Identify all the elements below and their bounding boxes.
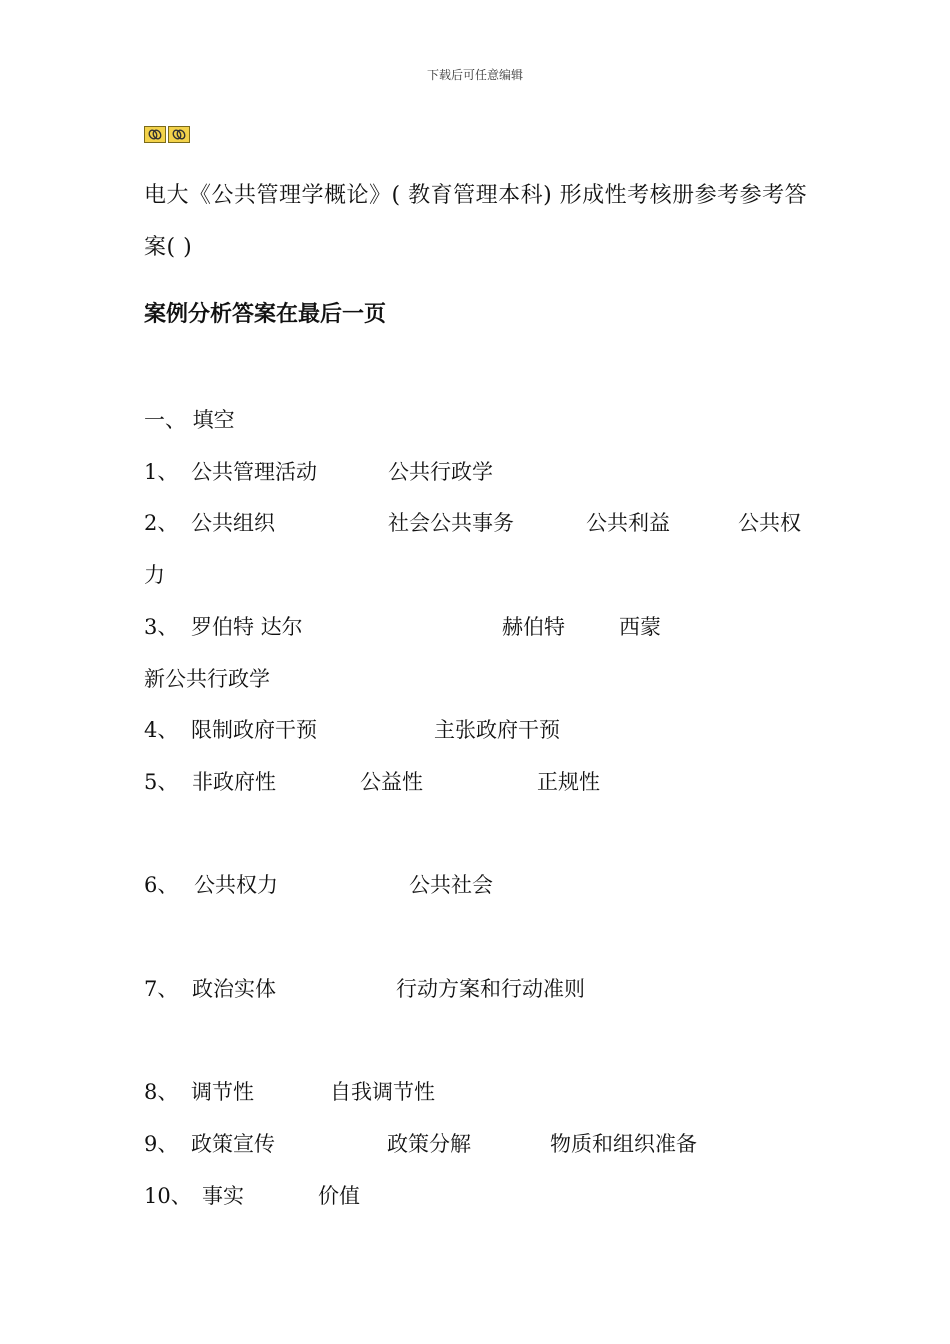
item-number: 7、 (144, 977, 179, 1001)
item-number: 9、 (144, 1132, 179, 1156)
answer: 公共管理活动 (191, 460, 317, 484)
document-page: 下载后可任意编辑 电大《公共管理学概论》( 教育管理本科) 形成性考核册参考参考答案( ) 案例分析答案在最后一页 一、 填空 1、 公共管理活动 公共行政学 2、 公共组织 社会公共事务 公共利益 公共权 力 3、 罗伯特 达尔 赫伯特 西蒙 新公共行政学 4、 限制政府干预 主张政府干预 5、 非政府性 公益性 正规性 6、 公共权力 公共社会 7、 政治实体 行动方案和行动准则 8、 调节性 自我调节性 9、 政策宣传 政策分解 物质和组织准备 10、 事实 价值 (0, 0, 950, 1344)
answer: 非政府性 (192, 770, 276, 794)
item-number: 8、 (144, 1080, 179, 1104)
item-number: 6、 (144, 873, 179, 897)
answer: 调节性 (191, 1080, 254, 1104)
answer: 事实 (202, 1184, 244, 1208)
answer: 政治实体 (192, 977, 276, 1001)
answer: 公共权力 (194, 873, 278, 897)
header-note: 下载后可任意编辑 (426, 68, 523, 82)
document-title: 电大《公共管理学概论》( 教育管理本科) 形成性考核册参考参考答案( ) (144, 183, 808, 260)
answer: 公共行政学 (388, 460, 493, 484)
answer: 正规性 (537, 770, 600, 794)
answer: 主张政府干预 (434, 718, 560, 742)
answer: 公共组织 (191, 511, 275, 535)
item-number: 10、 (144, 1184, 192, 1208)
logo-icons (144, 126, 190, 143)
answer: 社会公共事务 (388, 511, 514, 535)
answer: 政策分解 (387, 1132, 471, 1156)
link-icon (144, 126, 166, 143)
item-number: 1、 (144, 460, 179, 484)
document-subtitle: 案例分析答案在最后一页 (144, 302, 387, 327)
answer: 赫伯特 (502, 615, 565, 639)
answer: 罗伯特 达尔 (191, 615, 303, 639)
answer: 限制政府干预 (191, 718, 317, 742)
answer: 公益性 (360, 770, 423, 794)
link-icon (168, 126, 190, 143)
item-number: 5、 (144, 770, 179, 794)
answer: 行动方案和行动准则 (396, 977, 585, 1001)
answer: 公共权 (738, 511, 801, 535)
answer: 自我调节性 (330, 1080, 435, 1104)
answer: 政策宣传 (191, 1132, 275, 1156)
answer: 价值 (318, 1184, 360, 1208)
item-number: 3、 (144, 615, 179, 639)
answer: 公共利益 (586, 511, 670, 535)
answer: 公共社会 (409, 873, 493, 897)
answer: 西蒙 (619, 615, 661, 639)
item-number: 2、 (144, 511, 179, 535)
answer: 物质和组织准备 (550, 1132, 697, 1156)
item-number: 4、 (144, 718, 179, 742)
